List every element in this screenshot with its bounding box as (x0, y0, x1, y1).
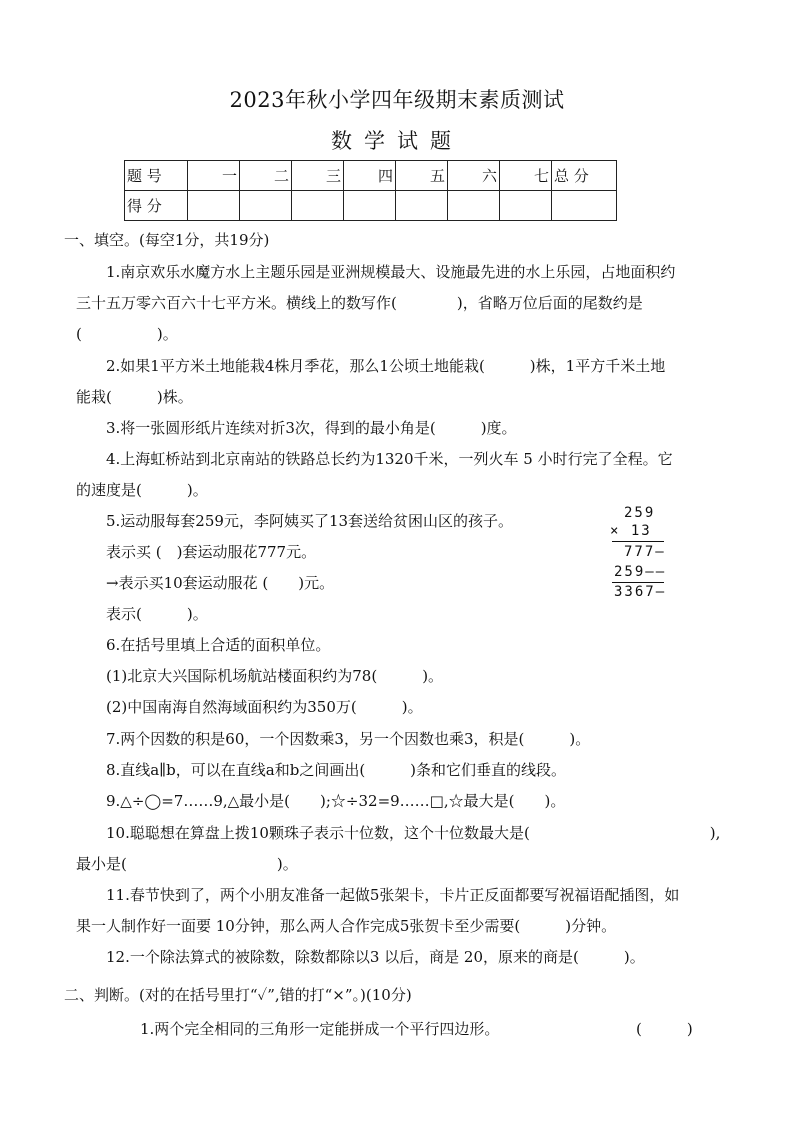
section-1-header: 一、填空。(每空1分，共19分) (64, 231, 270, 249)
score-input-cell[interactable] (500, 191, 552, 221)
question-line: 7.两个因数的积是60，一个因数乘3，另一个因数也乘3，积是( )。 (106, 730, 591, 748)
answer-parentheses[interactable]: ( ) (636, 1020, 693, 1038)
question-line: (1)北京大兴国际机场航站楼面积约为78( )。 (106, 667, 444, 685)
question-line: 8.直线a∥b，可以在直线a和b之间画出( )条和它们垂直的线段。 (106, 761, 567, 779)
score-input-cell[interactable] (292, 191, 344, 221)
calc-rule (612, 582, 664, 583)
calc-line: × 13 (610, 523, 652, 539)
score-table-cell: 题 号 (125, 161, 188, 191)
score-input-cell[interactable] (188, 191, 240, 221)
score-table-score-row (125, 191, 617, 221)
calc-line: 259—— (614, 564, 667, 580)
score-table-header-row (125, 161, 617, 191)
question-line: 三十五万零六百六十七平方米。横线上的数写作( )，省略万位后面的尾数约是 (76, 294, 643, 312)
question-line: 4.上海虹桥站到北京南站的铁路总长约为1320千米，一列火车 5 小时行完了全程。它 (106, 450, 673, 468)
score-table (124, 160, 617, 221)
score-table-cell: 一 (188, 161, 240, 191)
question-line: 10.聪聪想在算盘上拨10颗珠子表示十位数，这个十位数最大是( ), (106, 824, 721, 842)
calc-rule (612, 541, 664, 542)
score-input-cell[interactable] (396, 191, 448, 221)
question-line: 1.南京欢乐水魔方水上主题乐园是亚洲规模最大、设施最先进的水上乐园，占地面积约 (106, 263, 676, 281)
score-input-cell[interactable] (552, 191, 617, 221)
score-table-cell: 四 (344, 161, 396, 191)
question-line: →表示买10套运动服花 ( )元。 (106, 574, 335, 592)
question-line: 最小是( )。 (76, 855, 298, 873)
question-line: 9.△÷◯=7……9,△最小是( );☆÷32=9……□,☆最大是( )。 (106, 792, 566, 810)
calc-line: 3367— (614, 584, 667, 600)
question-line: (2)中国南海自然海域面积约为350万( )。 (106, 698, 423, 716)
score-input-cell[interactable] (344, 191, 396, 221)
question-line: ( )。 (76, 325, 178, 343)
question-line: 能栽( )株。 (76, 388, 193, 406)
question-line: 12.一个除法算式的被除数，除数都除以3 以后，商是 20，原来的商是( )。 (106, 948, 645, 966)
question-line: 1.两个完全相同的三角形一定能拼成一个平行四边形。 (140, 1020, 500, 1038)
calc-line: 777— (624, 544, 666, 560)
score-table-cell: 得 分 (125, 191, 188, 221)
score-table-cell: 六 (448, 161, 500, 191)
question-line: 11.春节快到了，两个小朋友准备一起做5张架卡，卡片正反面都要写祝福语配插图，如 (106, 886, 680, 904)
calc-line: 259 (624, 505, 656, 521)
page-subtitle: 数学试题 (331, 129, 463, 153)
question-line: 果一人制作好一面要 10分钟，那么两人合作完成5张贺卡至少需要( )分钟。 (76, 917, 617, 935)
score-table-cell: 三 (292, 161, 344, 191)
score-table-cell: 总 分 (552, 161, 617, 191)
question-line: 表示( )。 (106, 605, 208, 623)
section-2-header: 二、判断。(对的在括号里打“✓”,错的打“×”。)(10分) (64, 986, 412, 1004)
question-line: 2.如果1平方米土地能栽4株月季花，那么1公顷土地能栽( )株，1平方千米土地 (106, 357, 666, 375)
question-line: 6.在括号里填上合适的面积单位。 (106, 636, 331, 654)
question-line: 的速度是( )。 (76, 481, 208, 499)
score-table-cell: 七 (500, 161, 552, 191)
score-input-cell[interactable] (240, 191, 292, 221)
score-input-cell[interactable] (448, 191, 500, 221)
question-line: 5.运动服每套259元，李阿姨买了13套送给贫困山区的孩子。 (106, 512, 514, 530)
page-title: 2023年秋小学四年级期末素质测试 (229, 88, 565, 112)
question-line: 3.将一张圆形纸片连续对折3次，得到的最小角是( )度。 (106, 419, 517, 437)
score-table-cell: 二 (240, 161, 292, 191)
score-table-cell: 五 (396, 161, 448, 191)
question-line: 表示买 ( )套运动服花777元。 (106, 543, 317, 561)
